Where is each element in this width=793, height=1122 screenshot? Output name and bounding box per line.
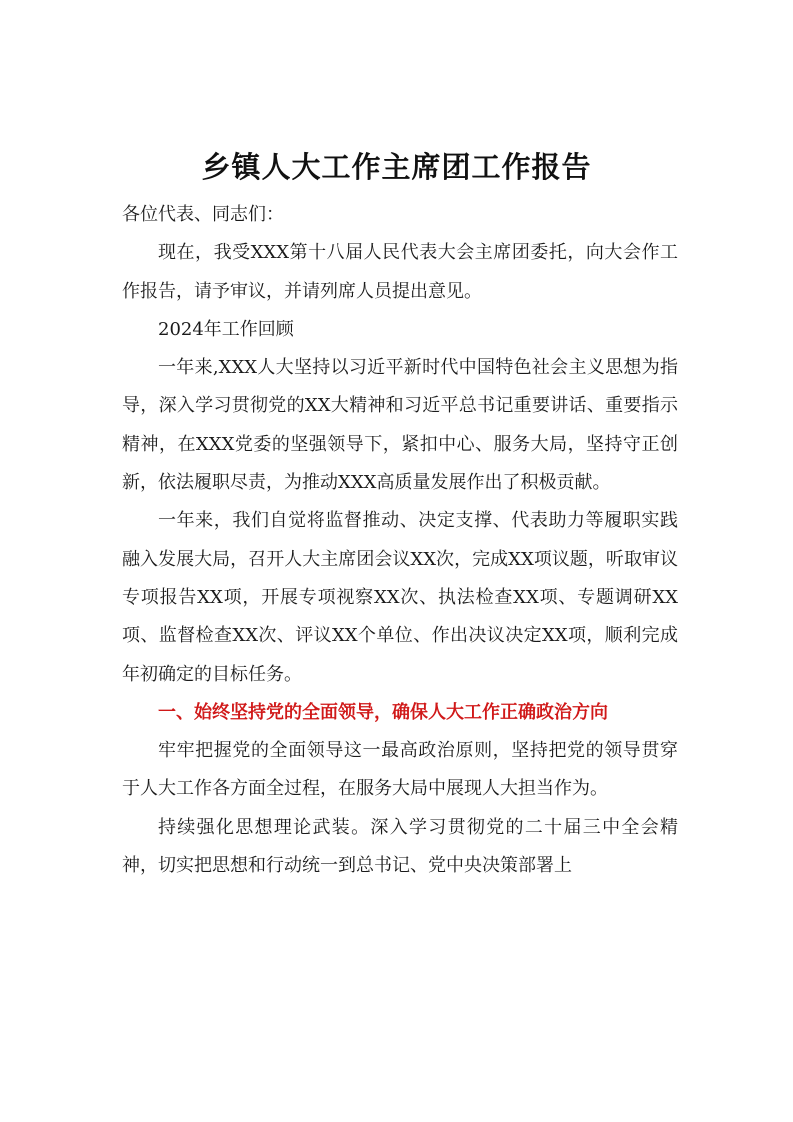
salutation: 各位代表、同志们：	[122, 204, 284, 225]
paragraph: 2024年工作回顾	[158, 318, 294, 340]
paragraph: 一年来，我们自觉将监督推动、决定支撑、代表助力等履职实践融入发展大局，召开人大主席团会议XX次，完成XX项议题，听取审议专项报告XX项，开展专项视察XX次、执法检查XX项、专题调研XX项、监督检查XX次、评议XX个单位、作出决议决定XX项，顺利完成年初确定的目标任务。	[122, 510, 678, 685]
document-title: 乡镇人大工作主席团工作报告	[201, 150, 592, 185]
document-body	[122, 196, 678, 885]
paragraph: 持续强化思想理论武装。深入学习贯彻党的二十届三中全会精神，切实把思想和行动统一到总书记、党中央决策部署上	[122, 816, 678, 877]
section-heading: 一、始终坚持党的全面领导，确保人大工作正确政治方向	[158, 701, 608, 723]
paragraph: 现在，我受XXX第十八届人民代表大会主席团委托，向大会作工作报告，请予审议，并请列席人员提出意见。	[122, 242, 678, 302]
paragraph: 一年来,XXX人大坚持以习近平新时代中国特色社会主义思想为指导，深入学习贯彻党的XX大精神和习近平总书记重要讲话、重要指示精神，在XXX党委的坚强领导下，紧扣中心、服务大局，坚持守正创新，依法履职尽责，为推动XXX高质量发展作出了积极贡献。	[122, 357, 678, 494]
paragraph: 牢牢把握党的全面领导这一最高政治原则，坚持把党的领导贯穿于人大工作各方面全过程，在服务大局中展现人大担当作为。	[122, 740, 678, 800]
